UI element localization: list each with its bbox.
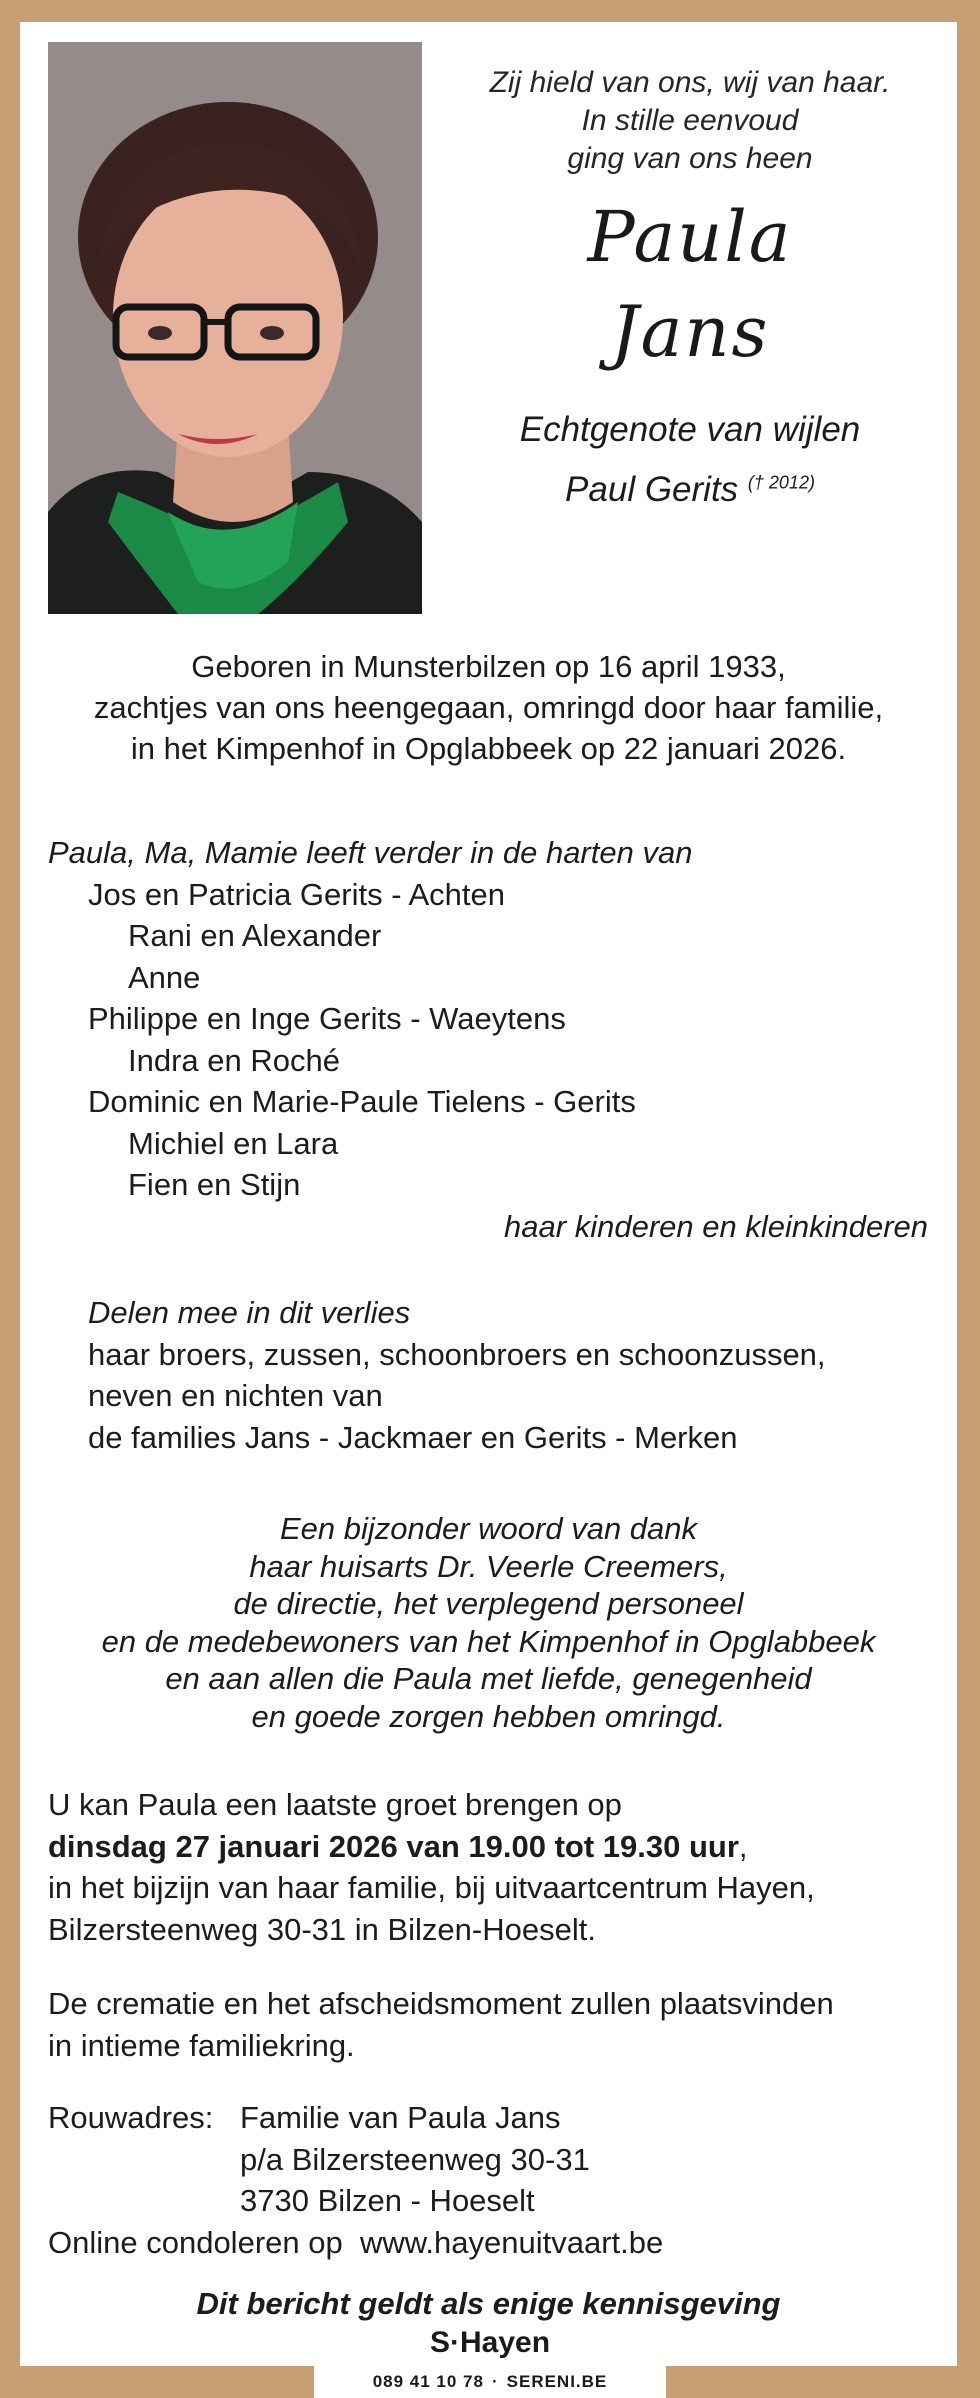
footer-separator: · (491, 2372, 499, 2391)
family-member: Fien en Stijn (128, 1167, 301, 1202)
visit-date-row (48, 1826, 938, 1868)
birth-death-details (20, 646, 957, 769)
spouse-label: Echtgenote van wijlen (519, 410, 861, 449)
family-member: Rani en Alexander (128, 918, 382, 953)
spouse-death-year: († 2012) (747, 472, 815, 493)
quote-line: Zij hield van ons, wij van haar. (489, 66, 891, 99)
address-line: p/a Bilzersteenweg 30-31 (240, 2141, 590, 2177)
shared-grief (88, 1292, 948, 1458)
obituary-card (20, 22, 957, 2366)
portrait-photo (48, 42, 422, 614)
spouse-name: Paul Gerits (565, 470, 739, 509)
family-member: Michiel en Lara (128, 1125, 339, 1161)
notice-text: Dit bericht geldt als enige kennisgeving (196, 2286, 781, 2321)
online-label: Online condoleren op (48, 2224, 343, 2260)
share-line: haar broers, zussen, schoonbroers en schoonzussen, (88, 1336, 826, 1372)
opening-quote (450, 64, 930, 178)
address-row (48, 2139, 938, 2181)
footer-brand: SERENI.BE (506, 2372, 608, 2391)
visit-line: U kan Paula een laatste groet brengen op (48, 1787, 622, 1822)
thanks-line: haar huisarts Dr. Veerle Creemers, (249, 1548, 728, 1584)
footer-phone: 089 41 10 78 (372, 2372, 484, 2391)
address-label: Rouwadres: (48, 2100, 214, 2135)
thanks-line: en goede zorgen hebben omringd. (251, 1698, 726, 1734)
family-closing: haar kinderen en kleinkinderen (504, 1208, 928, 1244)
visit-date-suffix: , (738, 1828, 748, 1864)
spouse-info (450, 400, 930, 520)
visit-date: dinsdag 27 januari 2026 van 19.00 tot 19.30 uur (48, 1828, 739, 1864)
details-line: in het Kimpenhof in Opglabbeek op 22 januari 2026. (130, 731, 847, 766)
portrait-illustration (48, 42, 422, 614)
spouse-name-row (450, 460, 930, 520)
address-row (48, 2180, 938, 2222)
family-member: Anne (128, 959, 201, 995)
family-member: Indra en Roché (128, 1042, 340, 1078)
cremation-line: in intieme familiekring. (48, 2027, 355, 2063)
family-list (48, 832, 938, 1247)
details-line: Geboren in Munsterbilzen op 16 april 1933, (191, 649, 786, 684)
address-row (48, 2097, 938, 2139)
thanks-line: Een bijzonder woord van dank (279, 1511, 698, 1546)
thanks-line: de directie, het verplegend personeel (233, 1586, 744, 1621)
cremation-line: De crematie en het afscheidsmoment zullen plaatsvinden (48, 1986, 834, 2021)
family-member: Jos en Patricia Gerits - Achten (88, 876, 505, 912)
quote-line: In stille eenvoud (581, 104, 799, 137)
footer-contact (314, 2366, 666, 2398)
family-member: Dominic en Marie-Paule Tielens - Gerits (88, 1084, 636, 1119)
visit-line: in het bijzijn van haar familie, bij uitvaartcentrum Hayen, (48, 1870, 815, 1905)
share-intro: Delen mee in dit verlies (88, 1295, 411, 1330)
address-line: Familie van Paula Jans (240, 2100, 561, 2135)
cremation-info (48, 1983, 938, 2066)
address-line: 3730 Bilzen - Hoeselt (240, 2183, 535, 2218)
family-member: Philippe en Inge Gerits - Waeytens (88, 1001, 566, 1036)
family-intro: Paula, Ma, Mamie leeft verder in de harten van (48, 835, 693, 870)
visitation-info (48, 1784, 938, 1950)
deceased-first-name: Paula (587, 196, 793, 278)
thanks-line: en de medebewoners van het Kimpenhof in Opglabbeek (101, 1623, 876, 1659)
online-condolence-row (48, 2222, 938, 2264)
hayen-logo: S·Hayen (429, 2326, 551, 2359)
deceased-last-name: Jans (610, 291, 770, 373)
thanks-section (20, 1510, 957, 1735)
share-line: neven en nichten van (88, 1378, 383, 1413)
details-line: zachtjes van ons heengegaan, omringd door haar familie, (93, 690, 884, 725)
visit-line: Bilzersteenweg 30-31 in Bilzen-Hoeselt. (48, 1911, 596, 1947)
mourning-address (48, 2097, 938, 2263)
share-line: de families Jans - Jackmaer en Gerits - Merken (88, 1419, 738, 1455)
thanks-line: en aan allen die Paula met liefde, genegenheid (165, 1661, 812, 1696)
quote-line: ging van ons heen (567, 142, 813, 175)
condolence-link[interactable]: www.hayenuitvaart.be (359, 2224, 664, 2260)
